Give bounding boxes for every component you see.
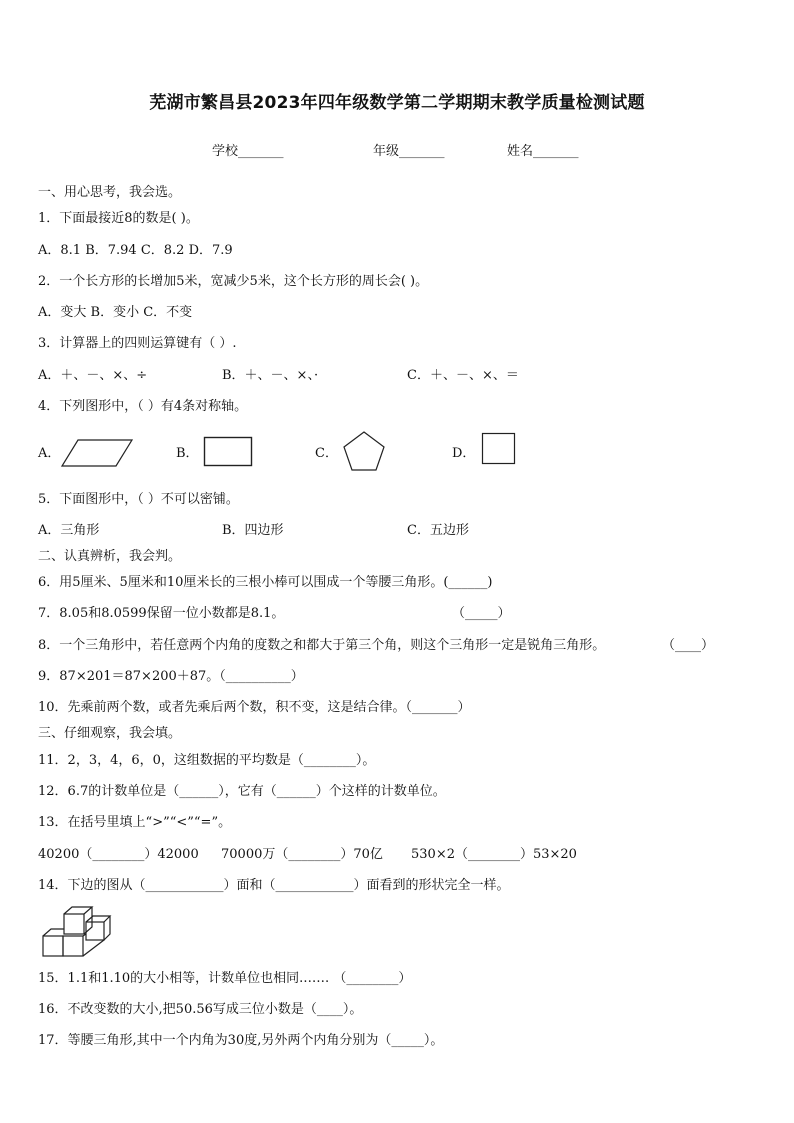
question-16-stem: 16．不改变数的大小,把50.56写成三位小数是（____）。: [38, 1002, 363, 1017]
question-3-stem: 3．计算器上的四则运算键有（ ）.: [38, 336, 237, 351]
section-3-heading: 三、仔细观察，我会填。: [38, 726, 182, 741]
question-4-option-b-label: B．: [176, 446, 199, 461]
question-3-option-b: B．＋、－、×、·: [222, 368, 319, 383]
question-5-option-c: C．五边形: [407, 523, 469, 538]
question-9-stem: 9．87×201＝87×200＋87。（__________）: [38, 669, 304, 684]
question-13-stem: 13．在括号里填上“>”“<”“=”。: [38, 815, 232, 830]
question-17-stem: 17．等腰三角形,其中一个内角为30度,另外两个内角分别为（_____）。: [38, 1033, 444, 1048]
question-11-stem: 11．2，3，4，6，0，这组数据的平均数是（________）。: [38, 753, 376, 768]
section-1-heading: 一、用心思考，我会选。: [38, 185, 182, 200]
pentagon-icon: [342, 430, 386, 472]
question-10-stem: 10．先乘前两个数，或者先乘后两个数，积不变，这是结合律。（_______）: [38, 700, 471, 715]
question-1-options: A．8.1 B．7.94 C．8.2 D．7.9: [38, 243, 233, 258]
question-2-options: A．变大 B．变小 C．不变: [38, 305, 193, 320]
grade-field: 年级_______: [373, 144, 445, 159]
name-field: 姓名_______: [507, 144, 579, 159]
cube-stack-figure: [40, 904, 110, 960]
page-title: 芜湖市繁昌县2023年四年级数学第二学期期末教学质量检测试题: [149, 93, 645, 113]
section-2-heading: 二、认真辨析，我会判。: [38, 549, 182, 564]
question-13-part-a: 40200（________）42000: [38, 847, 199, 862]
question-13-part-b: 70000万（________）70亿: [221, 847, 383, 862]
question-1-stem: 1．下面最接近8的数是( )。: [38, 211, 199, 226]
question-5-option-b: B．四边形: [222, 523, 284, 538]
question-4-option-a-label: A．: [38, 446, 61, 461]
question-12-stem: 12．6.7的计数单位是（______），它有（______）个这样的计数单位。: [38, 784, 446, 799]
question-4-stem: 4．下列图形中，（ ）有4条对称轴。: [38, 399, 248, 414]
question-5-option-a: A．三角形: [38, 523, 100, 538]
question-8-stem: 8．一个三角形中，若任意两个内角的度数之和都大于第三个角，则这个三角形一定是锐角三角形。: [38, 638, 606, 653]
question-15-stem: 15．1.1和1.10的大小相等，计数单位也相同.…… （________）: [38, 971, 412, 986]
question-13-part-c: 530×2（________）53×20: [411, 847, 577, 862]
question-8-blank: （____）: [662, 638, 715, 653]
question-14-stem: 14．下边的图从（____________）面和（____________）面看到的形状完全一样。: [38, 878, 510, 893]
question-2-stem: 2．一个长方形的长增加5米，宽减少5米，这个长方形的周长会( )。: [38, 274, 429, 289]
question-6-stem: 6．用5厘米、5厘米和10厘米长的三根小棒可以围成一个等腰三角形。(______): [38, 575, 493, 590]
question-5-stem: 5．下面图形中，（ ）不可以密铺。: [38, 492, 239, 507]
question-7-blank: （_____）: [452, 606, 511, 621]
school-field: 学校_______: [212, 144, 284, 159]
question-4-option-c-label: C．: [315, 446, 338, 461]
parallelogram-icon: [60, 438, 134, 468]
square-icon: [481, 432, 517, 466]
question-7-stem: 7．8.05和8.0599保留一位小数都是8.1。: [38, 606, 285, 621]
question-4-option-d-label: D．: [452, 446, 476, 461]
question-3-option-a: A．＋、－、×、÷: [38, 368, 148, 383]
rectangle-icon: [203, 436, 253, 468]
question-3-option-c: C．＋、－、×、＝: [407, 368, 519, 383]
